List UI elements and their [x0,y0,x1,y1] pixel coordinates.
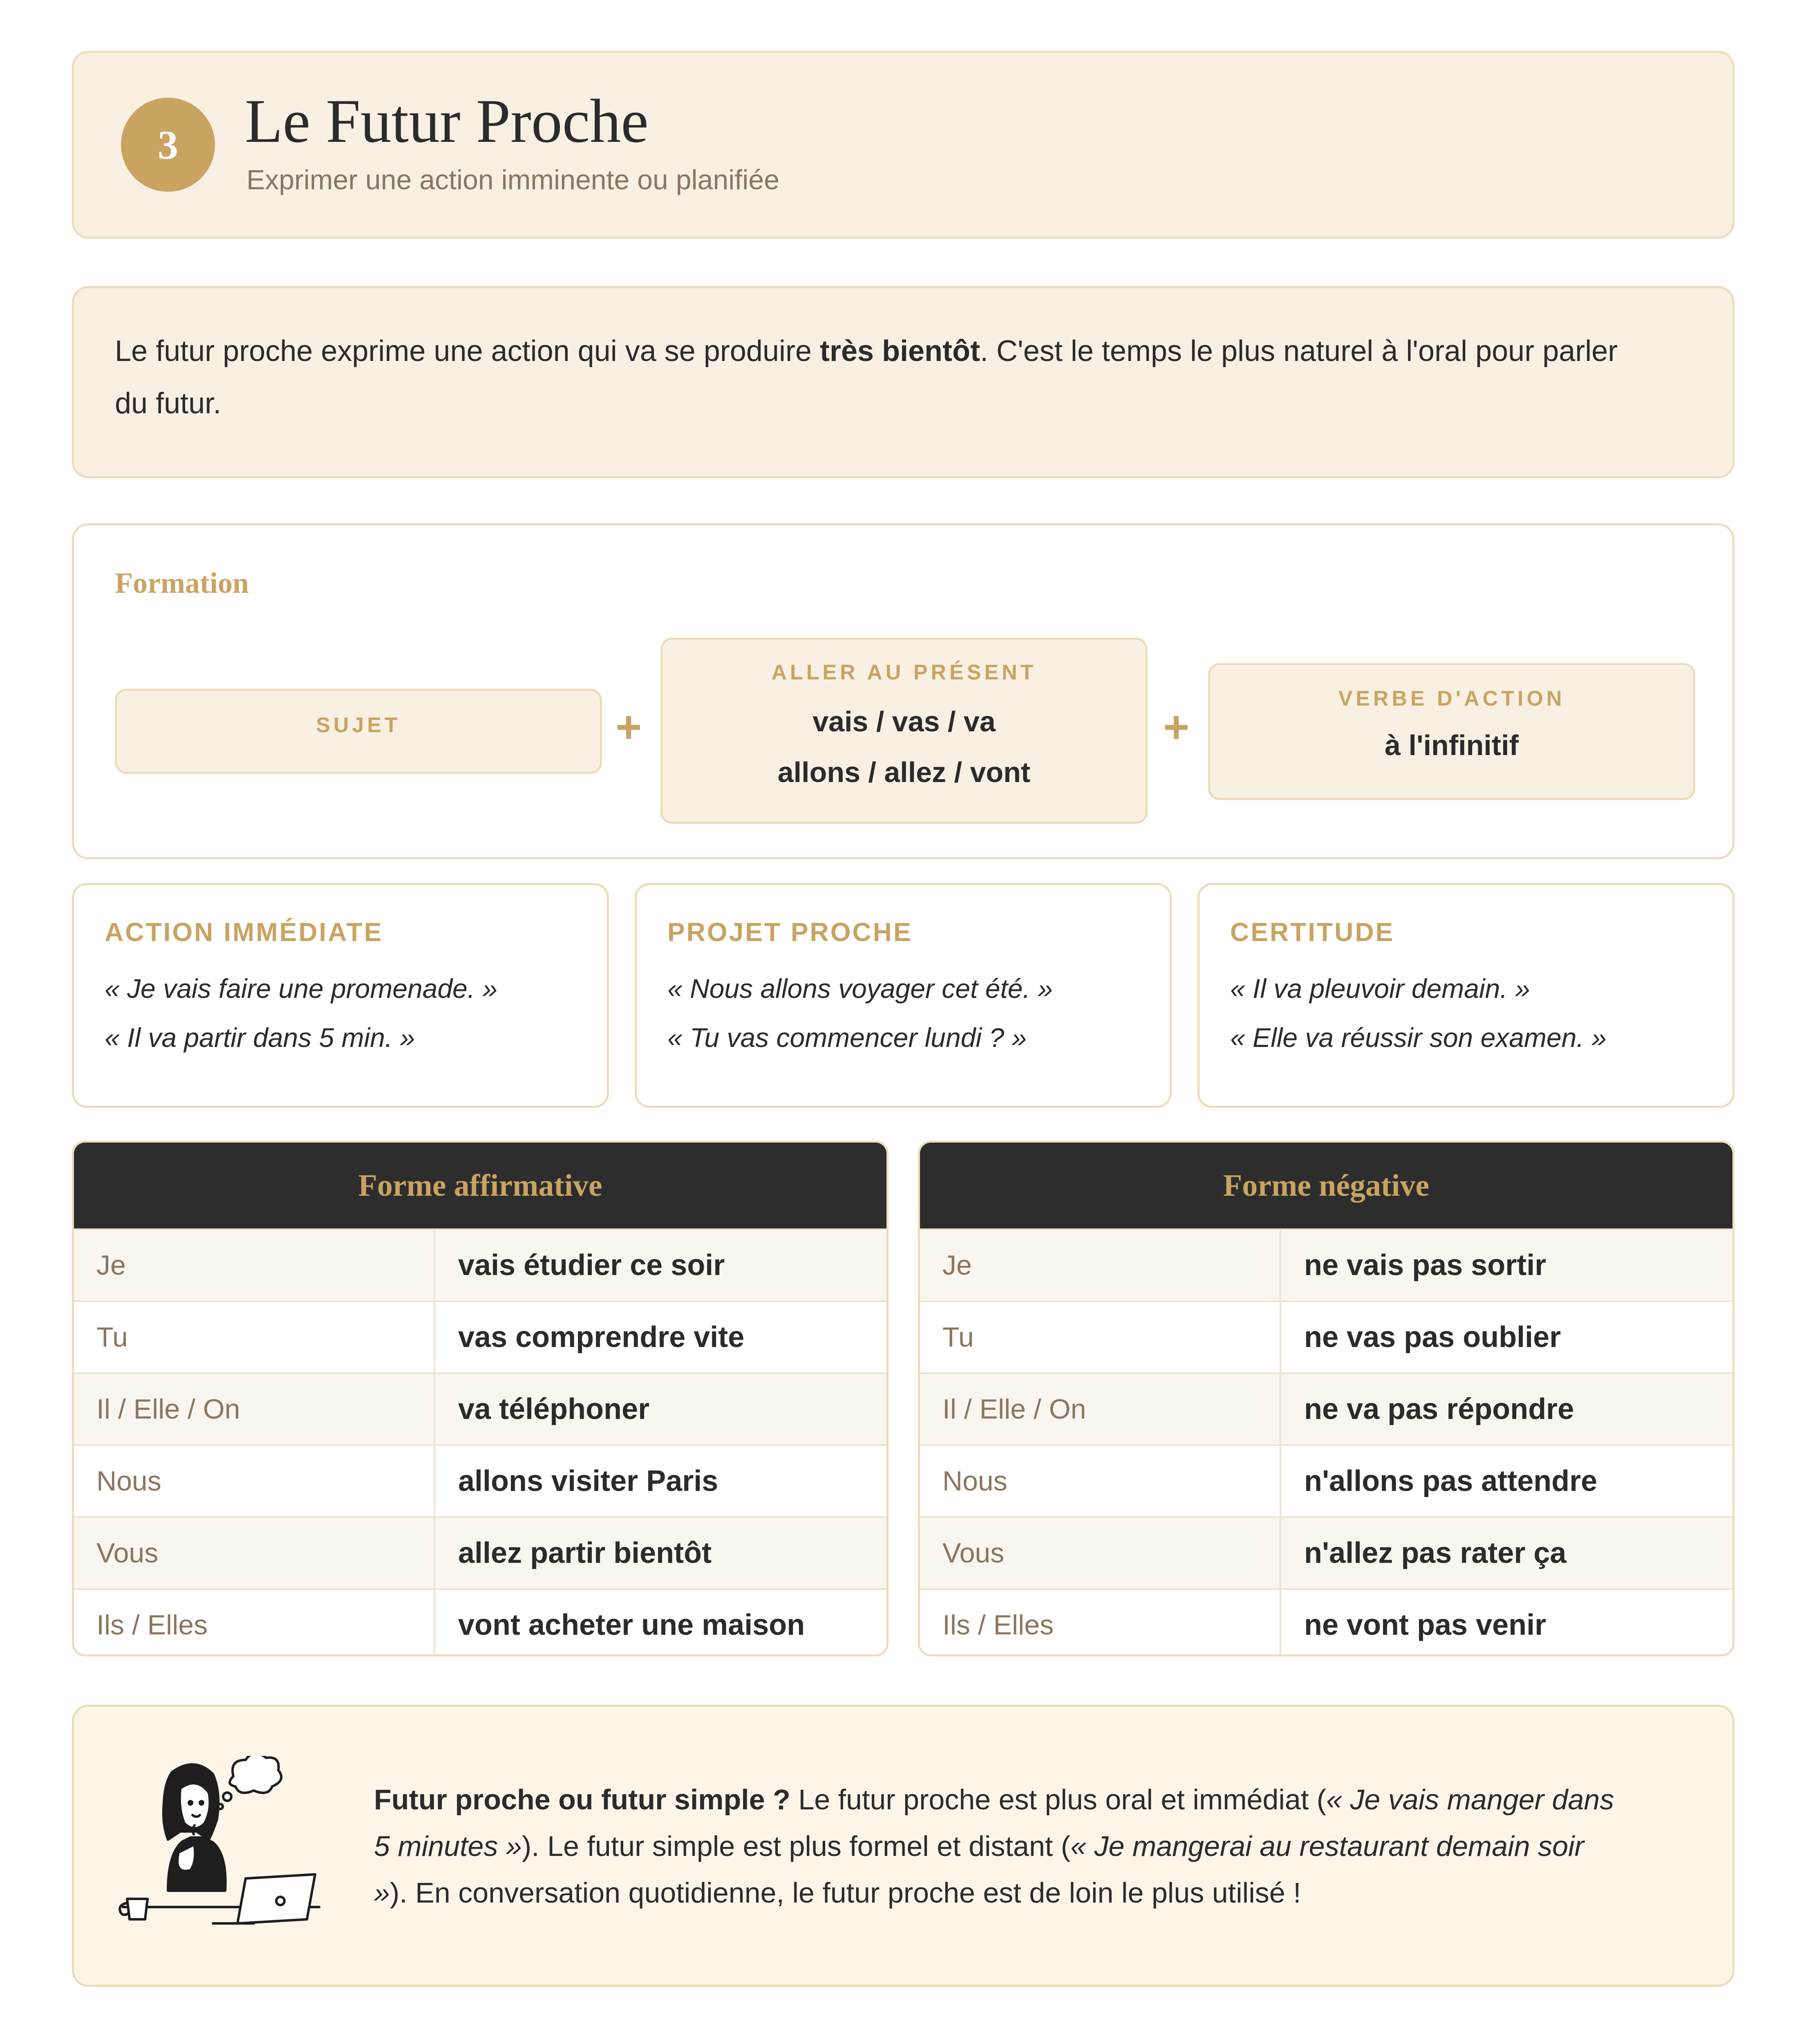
lesson-header [72,51,1734,239]
formation-aller-line1: vais / vas / va [812,706,996,737]
formation-subject-box [115,689,602,774]
table-row [74,1516,886,1588]
subject-cell: Ils / Elles [942,1609,1054,1641]
verb-cell: n'allez pas rater ça [1304,1537,1567,1569]
tip-text-part: ). En conversation quotidienne, le futur proche est de loin le plus utilisé ! [389,1877,1301,1909]
column-divider [1280,1374,1281,1444]
verb-cell: vais étudier ce soir [458,1249,725,1282]
table-row [920,1516,1732,1588]
verb-cell: ne vas pas oublier [1304,1321,1561,1354]
woman-with-laptop-illustration [111,1756,331,1944]
subject-cell: Je [96,1250,126,1281]
formation-aller-box [660,638,1148,824]
verb-cell: n'allons pas attendre [1304,1465,1598,1497]
use-example: « Je vais faire une promenade. » [105,973,498,1004]
use-card-immediate [72,883,609,1108]
subject-cell: Il / Elle / On [942,1394,1086,1425]
column-divider [434,1518,435,1588]
column-divider [434,1446,435,1516]
page-subtitle: Exprimer une action imminente ou planifiée [246,164,780,195]
plus-sign: + [615,702,642,752]
formation-title: Formation [115,567,249,599]
column-divider [1280,1302,1281,1372]
tip-example: « Je vais manger dans 5 minutes » [374,1784,1614,1862]
affirmative-table [72,1141,888,1656]
use-example: « Nous allons voyager cet été. » [667,973,1053,1004]
formation-verb-label: VERBE D'ACTION [1338,687,1565,710]
tip-card [72,1705,1734,1987]
table-row [74,1300,886,1372]
subject-cell: Nous [942,1466,1007,1497]
subject-cell: Vous [96,1537,159,1569]
tip-text-part: Le futur proche est plus oral et immédiat ( [790,1784,1327,1815]
tip-text-part: ). Le futur simple est plus formel et distant ( [521,1830,1071,1862]
column-divider [1280,1230,1281,1300]
use-title: CERTITUDE [1230,917,1395,947]
formation-subject-label: SUJET [316,713,401,737]
table-row [920,1444,1732,1516]
formation-card [72,523,1734,859]
column-divider [434,1590,435,1656]
verb-cell: ne vais pas sortir [1304,1249,1546,1282]
table-row [74,1372,886,1444]
subject-cell: Nous [96,1466,161,1497]
use-example: « Elle va réussir son examen. » [1230,1022,1607,1053]
verb-cell: vont acheter une maison [458,1609,805,1641]
intro-text-part: . C'est le temps le plus naturel à l'oral pour parler du futur. [115,335,1618,420]
table-row [920,1300,1732,1372]
formation-aller-label: ALLER AU PRÉSENT [771,661,1037,684]
verb-cell: ne va pas répondre [1304,1393,1574,1425]
subject-cell: Je [942,1250,972,1281]
column-divider [434,1374,435,1444]
use-title: PROJET PROCHE [667,917,913,947]
negative-table [918,1141,1734,1656]
intro-card [72,286,1734,478]
column-divider [1280,1446,1281,1516]
subject-cell: Tu [942,1322,974,1353]
use-example: « Il va pleuvoir demain. » [1230,973,1530,1004]
table-row [920,1372,1732,1444]
use-example: « Il va partir dans 5 min. » [105,1022,415,1053]
formation-aller-line2: allons / allez / vont [777,756,1031,788]
verb-cell: allez partir bientôt [458,1537,712,1569]
formation-verb-box [1208,663,1695,800]
column-divider [434,1302,435,1372]
intro-emphasis: très bientôt [820,335,980,368]
tip-text [374,1776,1622,1916]
table-row [74,1588,886,1656]
lesson-number-badge: 3 [121,98,215,192]
use-title: ACTION IMMÉDIATE [105,917,383,947]
use-card-certainty [1197,883,1734,1108]
subject-cell: Ils / Elles [96,1609,208,1641]
column-divider [434,1230,435,1300]
table-header: Forme affirmative [74,1143,886,1228]
tip-heading: Futur proche ou futur simple ? [374,1784,790,1815]
table-row [920,1228,1732,1300]
use-card-project [635,883,1172,1108]
column-divider [1280,1518,1281,1588]
page-title: Le Futur Proche [245,87,649,155]
formation-verb-value: à l'infinitif [1385,729,1519,761]
table-row [74,1228,886,1300]
intro-text-part: Le futur proche exprime une action qui va se produire [115,335,820,368]
subject-cell: Tu [96,1322,128,1353]
subject-cell: Vous [942,1537,1005,1569]
tip-example: « Je mangerai au restaurant demain soir » [374,1830,1584,1909]
verb-cell: allons visiter Paris [458,1465,718,1497]
intro-text [115,325,1651,430]
column-divider [1280,1590,1281,1656]
verb-cell: ne vont pas venir [1304,1609,1546,1641]
subject-cell: Il / Elle / On [96,1394,240,1425]
table-header: Forme négative [920,1143,1732,1228]
table-row [920,1588,1732,1656]
use-example: « Tu vas commencer lundi ? » [667,1022,1027,1053]
verb-cell: va téléphoner [458,1393,650,1425]
verb-cell: vas comprendre vite [458,1321,745,1354]
plus-sign: + [1163,702,1190,752]
table-row [74,1444,886,1516]
